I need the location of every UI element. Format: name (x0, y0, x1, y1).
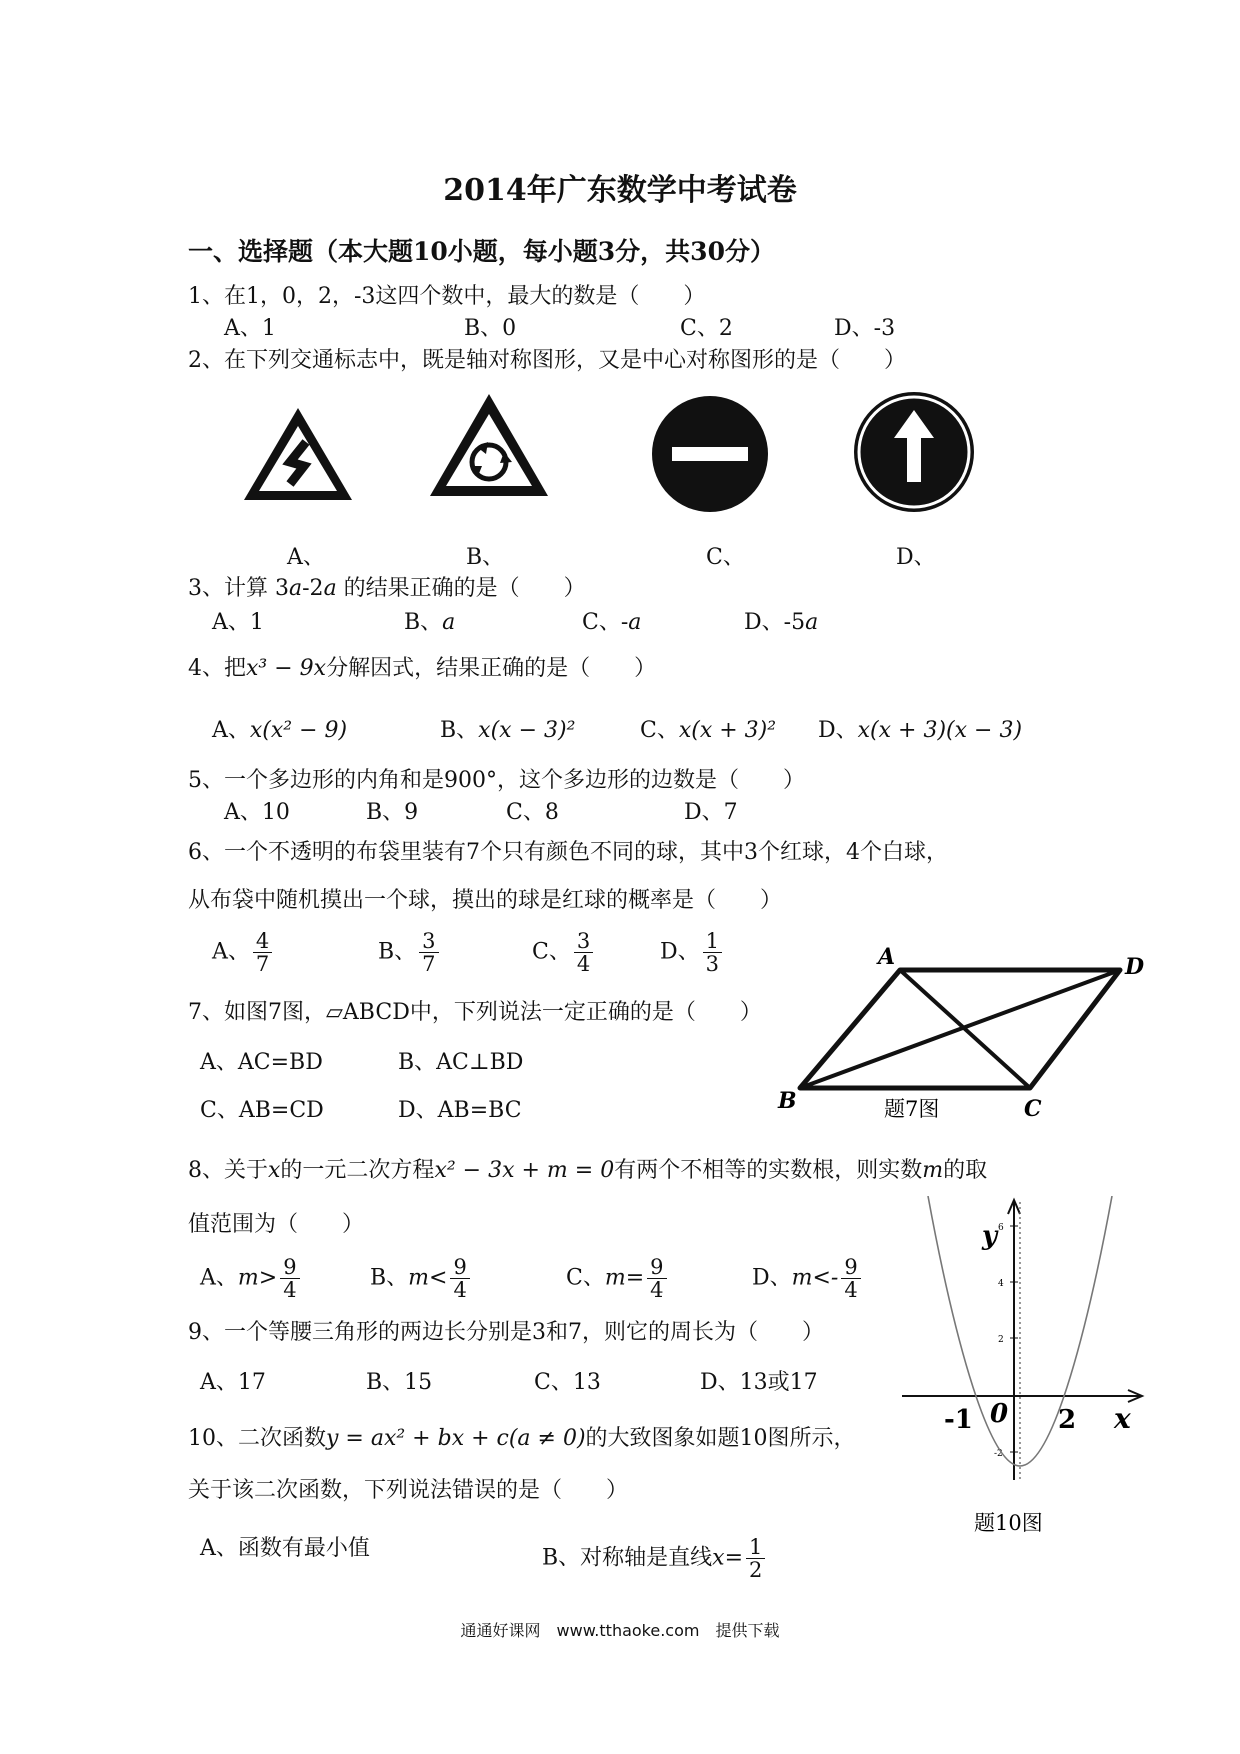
q9-option-c: C、13 (534, 1370, 601, 1395)
vertex-label-a: A (878, 944, 896, 970)
q10-stem-line2: 关于该二次函数，下列说法错误的是（ ） (188, 1478, 629, 1503)
q8-stem-line2: 值范围为（ ） (188, 1212, 365, 1237)
page-title: 2014年广东数学中考试卷 (443, 173, 797, 208)
q2-option-c: C、 (706, 545, 745, 570)
q4-option-b: B、x(x − 3)² (440, 718, 576, 743)
q8-option-d: D、m<- $\frac{9}{4}$ (752, 1256, 864, 1301)
q8-option-a: A、m> $\frac{9}{4}$ (200, 1256, 303, 1301)
q3-stem: 3、计算 3a-2a 的结果正确的是（ ） (188, 576, 586, 601)
footer-credit: 通通好课网 www.tthaoke.com 提供下载 (460, 1621, 780, 1640)
q6-option-a: A、 $\frac{4}{7}$ (212, 930, 275, 975)
q4-option-c: C、x(x + 3)² (640, 718, 777, 743)
tick-label-4: 4 (998, 1279, 1004, 1289)
q5-option-d: D、7 (684, 800, 738, 825)
q1-option-b: B、0 (464, 316, 517, 341)
q1-option-d: D、-3 (834, 316, 896, 341)
q9-option-d: D、13或17 (700, 1370, 818, 1395)
origin-label: 0 (990, 1399, 1009, 1429)
q5-option-b: B、9 (366, 800, 419, 825)
q3-option-a: A、1 (212, 610, 264, 635)
q2-stem: 2、在下列交通标志中，既是轴对称图形，又是中心对称图形的是（ ） (188, 348, 906, 373)
q8-stem-line1: 8、关于x的一元二次方程x² − 3x + m = 0有两个不相等的实数根，则实数m的取 (188, 1158, 988, 1183)
vertex-label-d: D (1125, 954, 1145, 980)
tick-label-neg2: -2 (994, 1449, 1003, 1459)
parabola-graph-figure (890, 1196, 1150, 1550)
q7-stem: 7、如图7图，▱ABCD中，下列说法一定正确的是（ ） (188, 1000, 762, 1025)
axis-label-y: y (982, 1221, 998, 1251)
q5-option-c: C、8 (506, 800, 559, 825)
q3-option-d: D、-5a (744, 610, 819, 635)
tick-label-2: 2 (998, 1335, 1004, 1345)
vertex-label-b: B (778, 1088, 797, 1114)
q2-option-b: B、 (466, 545, 505, 570)
q6-option-d: D、 $\frac{1}{3}$ (660, 930, 725, 975)
q2-option-d: D、 (896, 545, 936, 570)
q9-option-b: B、15 (366, 1370, 433, 1395)
vertex-label-c: C (1024, 1096, 1042, 1122)
q4-stem: 4、把x³ − 9x分解因式，结果正确的是（ ） (188, 656, 657, 681)
q7-option-b: B、AC⊥BD (398, 1050, 524, 1075)
q1-stem: 1、在1，0，2，-3这四个数中，最大的数是（ ） (188, 284, 706, 309)
q6-stem-line1: 6、一个不透明的布袋里装有7个只有颜色不同的球，其中3个红球，4个白球， (188, 840, 948, 865)
root-label-neg1: -1 (944, 1405, 973, 1435)
q3-option-b: B、a (404, 610, 456, 635)
figure-10-caption: 题10图 (974, 1511, 1043, 1535)
warning-zigzag-sign-icon (240, 404, 356, 504)
q10-option-a: A、函数有最小值 (200, 1536, 370, 1561)
q7-option-a: A、AC=BD (200, 1050, 323, 1075)
q9-option-a: A、17 (200, 1370, 266, 1395)
straight-ahead-sign-icon (852, 390, 976, 514)
q1-option-c: C、2 (680, 316, 733, 341)
q4-option-d: D、x(x + 3)(x − 3) (818, 718, 1023, 743)
figure-7-caption: 题7图 (884, 1097, 940, 1121)
q8-option-b: B、m< $\frac{9}{4}$ (370, 1256, 473, 1301)
q6-stem-line2: 从布袋中随机摸出一个球，摸出的球是红球的概率是（ ） (188, 888, 783, 913)
q1-option-a: A、1 (224, 316, 276, 341)
parallelogram-figure (770, 940, 1160, 1130)
q4-option-a: A、x(x² − 9) (212, 718, 348, 743)
q2-option-a: A、 (287, 545, 325, 570)
no-entry-sign-icon (650, 394, 770, 514)
q8-option-c: C、m= $\frac{9}{4}$ (566, 1256, 670, 1301)
q10-option-b: B、对称轴是直线x= $\frac{1}{2}$ (542, 1536, 768, 1581)
root-label-2: 2 (1058, 1405, 1077, 1435)
q5-stem: 5、一个多边形的内角和是900°，这个多边形的边数是（ ） (188, 768, 805, 793)
q5-option-a: A、10 (224, 800, 290, 825)
q10-stem-line1: 10、二次函数y = ax² + bx + c(a ≠ 0)的大致图象如题10图所示， (188, 1426, 856, 1451)
section-heading: 一、选择题（本大题10小题，每小题3分，共30分） (188, 237, 775, 266)
roundabout-warning-sign-icon (428, 392, 550, 500)
q7-option-c: C、AB=CD (200, 1098, 324, 1123)
q6-option-c: C、 $\frac{3}{4}$ (532, 930, 596, 975)
tick-label-6: 6 (998, 1223, 1004, 1233)
q7-option-d: D、AB=BC (398, 1098, 522, 1123)
q3-option-c: C、-a (582, 610, 642, 635)
axis-label-x: x (1114, 1402, 1131, 1435)
q9-stem: 9、一个等腰三角形的两边长分别是3和7，则它的周长为（ ） (188, 1320, 824, 1345)
q6-option-b: B、 $\frac{3}{7}$ (378, 930, 442, 975)
